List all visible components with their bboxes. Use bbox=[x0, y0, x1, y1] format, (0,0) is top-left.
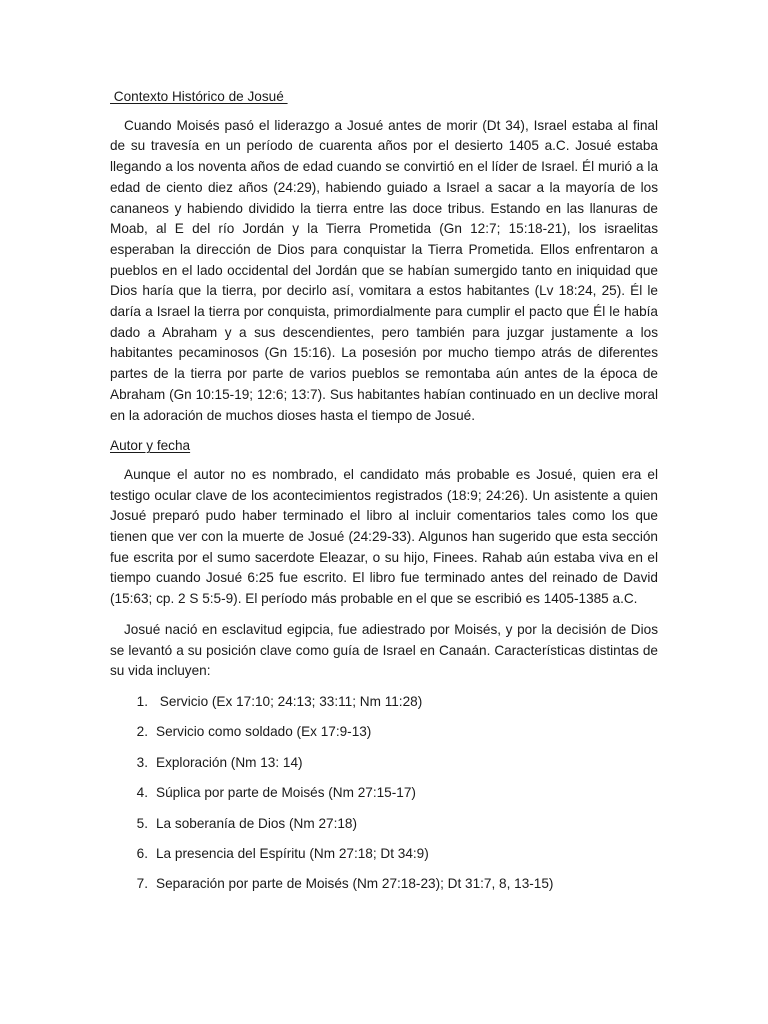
list-item-number: 3. bbox=[136, 754, 148, 770]
paragraph-contexto: Cuando Moisés pasó el liderazgo a Josué antes de morir (Dt 34), Israel estaba al final de su travesía en un período de cuarenta años por el desierto 1405 a.C. Josué estaba llegando a los noventa años de edad cuando se convirtió en el líder de Israel. Él murió a la edad de ciento diez años (24:29), habiendo guiado a Israel a sacar a la mayoría de los cananeos y habiendo dividido la tierra entre las doce tribus. Estando en las llanuras de Moab, al E del río Jordán y la Tierra Prometida (Gn 12:7; 15:18-21), los israelitas esperaban la dirección de Dios para conquistar la Tierra Prometida. Ellos enfrentaron a pueblos en el lado occidental del Jordán que se habían sumergido tanto en iniquidad que Dios haría que la tierra, por decirlo así, vomitara a estos habitantes (Lv 18:24, 25). Él le daría a Israel la tierra por conquista, primordialmente para cumplir el pacto que Él le había dado a Abraham y a sus descendientes, pero también para juzgar justamente a los habitantes pecaminosos (Gn 15:16). La posesión por mucho tiempo atrás de diferentes partes de la tierra por parte de varios pueblos se remontaba aún antes de la época de Abraham (Gn 10:15-19; 12:6; 13:7). Sus habitantes habían continuado en un declive moral en la adoración de muchos dioses hasta el tiempo de Josué. bbox=[110, 117, 658, 423]
list-item-number: 2. bbox=[136, 724, 148, 740]
list-item bbox=[110, 783, 658, 804]
list-item-text: Súplica por parte de Moisés (Nm 27:15-17) bbox=[156, 785, 416, 801]
list-item-number: 7. bbox=[136, 876, 148, 892]
list-item-text: Servicio como soldado (Ex 17:9-13) bbox=[156, 724, 372, 740]
list-item bbox=[110, 814, 658, 835]
list-item bbox=[110, 753, 658, 774]
list-item bbox=[110, 844, 658, 865]
document-body bbox=[110, 87, 658, 905]
list-item-text: Exploración (Nm 13: 14) bbox=[156, 754, 303, 770]
list-item-text: Servicio (Ex 17:10; 24:13; 33:11; Nm 11:28) bbox=[156, 693, 423, 709]
list-item-number: 6. bbox=[136, 845, 148, 861]
list-item-text: La presencia del Espíritu (Nm 27:18; Dt 34:9) bbox=[156, 845, 429, 861]
characteristics-list bbox=[110, 692, 658, 895]
list-item bbox=[110, 692, 658, 713]
list-item bbox=[110, 874, 658, 895]
section-heading-autor: Autor y fecha bbox=[110, 438, 191, 454]
list-item-number: 1. bbox=[136, 693, 148, 709]
paragraph-josue: Josué nació en esclavitud egipcia, fue adiestrado por Moisés, y por la decisión de Dios se levantó a su posición clave como guía de Israel en Canaán. Características distintas de su vida incluyen: bbox=[110, 621, 658, 679]
list-item-number: 4. bbox=[136, 785, 148, 801]
list-item bbox=[110, 722, 658, 743]
list-item-text: Separación por parte de Moisés (Nm 27:18-23); Dt 31:7, 8, 13-15) bbox=[156, 876, 554, 892]
section-heading-contexto: Contexto Histórico de Josué bbox=[110, 89, 288, 104]
paragraph-autor: Aunque el autor no es nombrado, el candidato más probable es Josué, quien era el testigo ocular clave de los acontecimientos registrados (18:9; 24:26). Un asistente a quien Josué preparó pudo haber terminado el libro al incluir comentarios tales como los que tienen que ver con la muerte de Josué (24:29-33). Algunos han sugerido que esta sección fue escrita por el sumo sacerdote Eleazar, o su hijo, Finees. Rahab aún estaba viva en el tiempo cuando Josué 6:25 fue escrito. El libro fue terminado antes del reinado de David (15:63; cp. 2 S 5:5-9). El período más probable en el que se escribió es 1405-1385 a.C. bbox=[110, 466, 658, 607]
list-item-text: La soberanía de Dios (Nm 27:18) bbox=[156, 815, 357, 831]
list-item-number: 5. bbox=[136, 815, 148, 831]
